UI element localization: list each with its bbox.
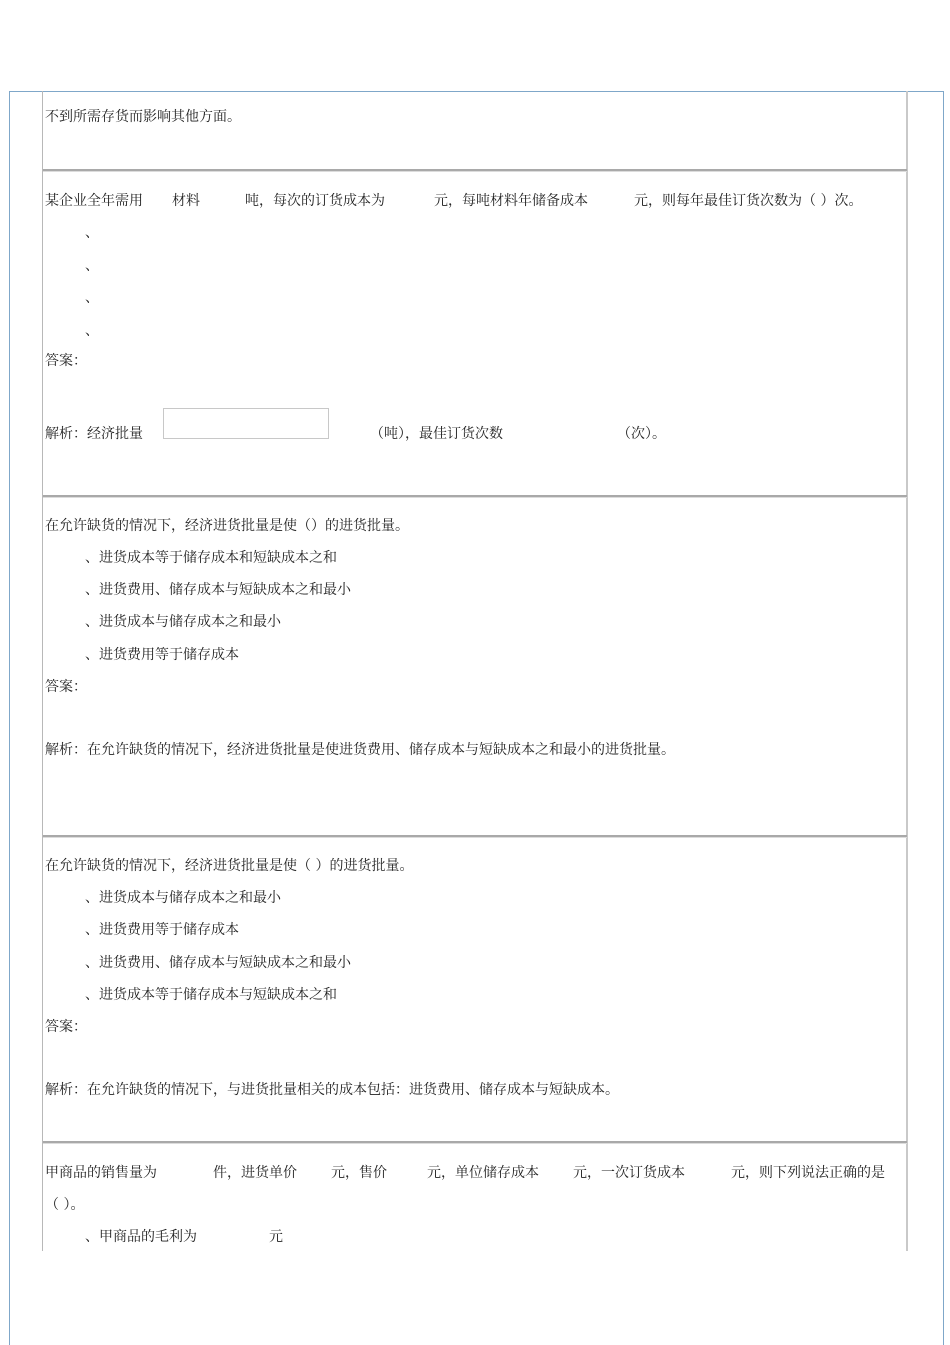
q1-option[interactable]: 、 — [85, 225, 99, 241]
q4-stem-part6: 元，则下列说法正确的是 — [731, 1165, 885, 1181]
q4-stem-line2: （ ）。 — [45, 1197, 85, 1213]
q2-option[interactable]: 、进货费用等于储存成本 — [85, 647, 239, 663]
q2-option[interactable]: 、进货成本等于储存成本和短缺成本之和 — [85, 550, 337, 566]
question-separator — [43, 1141, 907, 1144]
question-separator — [43, 169, 907, 172]
q2-option[interactable]: 、进货成本与储存成本之和最小 — [85, 614, 281, 630]
q1-stem-part3: 吨，每次的订货成本为 — [245, 193, 385, 209]
q4-stem-part4: 元，单位储存成本 — [427, 1165, 539, 1181]
q4-option-1-part1[interactable]: 、甲商品的毛利为 — [85, 1229, 197, 1245]
question-separator — [43, 835, 907, 838]
q1-stem-part1: 某企业全年需用 — [45, 193, 143, 209]
q3-stem: 在允许缺货的情况下，经济进货批量是使（ ）的进货批量。 — [45, 858, 414, 874]
formula-image-placeholder — [163, 408, 329, 439]
q3-option[interactable]: 、进货费用等于储存成本 — [85, 922, 239, 938]
q3-option[interactable]: 、进货成本等于储存成本与短缺成本之和 — [85, 987, 337, 1003]
question-separator — [43, 495, 907, 498]
content-frame — [9, 91, 944, 1345]
q2-option[interactable]: 、进货费用、储存成本与短缺成本之和最小 — [85, 582, 351, 598]
q1-stem-part4: 元，每吨材料年储备成本 — [434, 193, 588, 209]
q2-analysis: 解析：在允许缺货的情况下，经济进货批量是使进货费用、储存成本与短缺成本之和最小的进货批量。 — [45, 742, 675, 758]
q1-option[interactable]: 、 — [85, 258, 99, 274]
frame-inner-left-border — [42, 91, 43, 1251]
q1-stem-part2: 材料 — [172, 193, 200, 209]
q2-stem: 在允许缺货的情况下，经济进货批量是使（）的进货批量。 — [45, 518, 409, 534]
q4-stem-part5: 元，一次订货成本 — [573, 1165, 685, 1181]
q1-answer-label: 答案： — [45, 353, 87, 369]
q1-analysis-part3: （次）。 — [617, 426, 666, 442]
q1-option[interactable]: 、 — [85, 290, 99, 306]
q1-stem-part5: 元，则每年最佳订货次数为（ ）次。 — [634, 193, 863, 209]
top-line: 不到所需存货而影响其他方面。 — [45, 109, 241, 125]
q4-stem-part2: 件，进货单价 — [213, 1165, 297, 1181]
q3-option[interactable]: 、进货费用、储存成本与短缺成本之和最小 — [85, 955, 351, 971]
q4-stem-part1: 甲商品的销售量为 — [45, 1165, 157, 1181]
frame-inner-right-border — [906, 91, 908, 1251]
q3-option[interactable]: 、进货成本与储存成本之和最小 — [85, 890, 281, 906]
q2-answer-label: 答案： — [45, 679, 87, 695]
q3-answer-label: 答案： — [45, 1019, 87, 1035]
q3-analysis: 解析：在允许缺货的情况下，与进货批量相关的成本包括：进货费用、储存成本与短缺成本。 — [45, 1082, 619, 1098]
q4-stem-part3: 元，售价 — [331, 1165, 387, 1181]
q4-option-1-part2: 元 — [269, 1229, 283, 1245]
q1-analysis-part2: （吨），最佳订货次数 — [370, 426, 503, 442]
q1-analysis-part1: 解析：经济批量 — [45, 426, 143, 442]
q1-option[interactable]: 、 — [85, 323, 99, 339]
